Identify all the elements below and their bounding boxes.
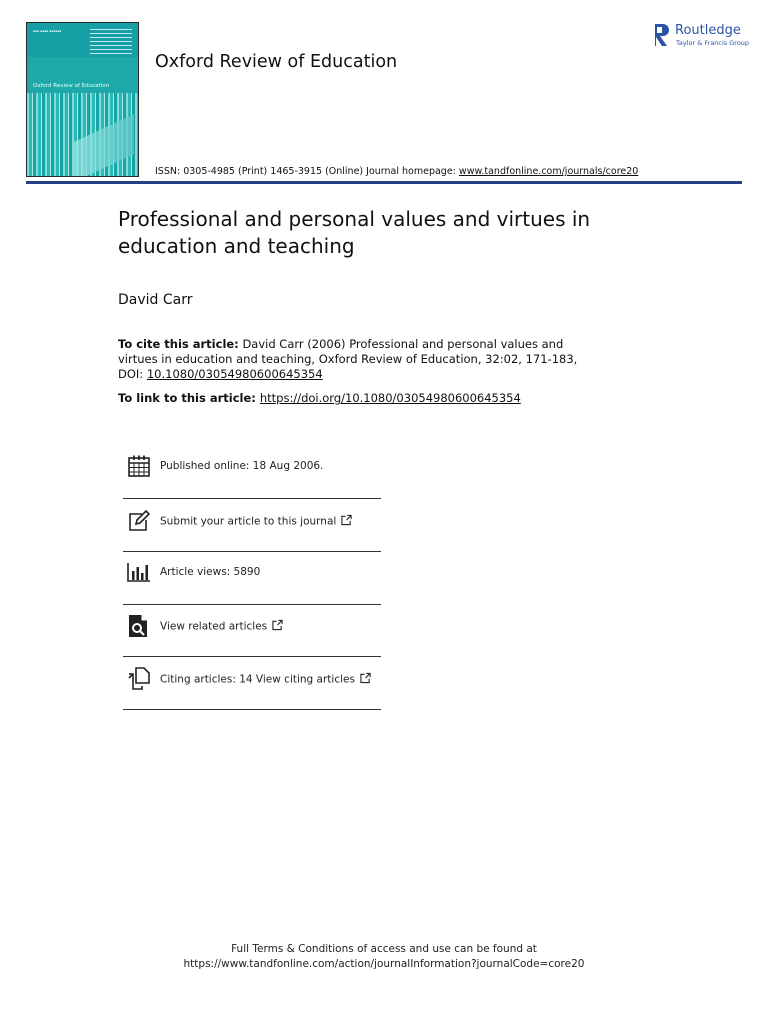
related-row[interactable] — [123, 601, 381, 651]
publisher-subtitle: Taylor & Francis Group — [676, 39, 750, 47]
external-link-icon — [272, 620, 283, 631]
article-author: David Carr — [118, 292, 193, 308]
bar-chart-icon — [127, 560, 151, 584]
citing-articles-link[interactable] — [160, 673, 371, 686]
cover-lines — [90, 29, 132, 57]
external-link-icon — [360, 673, 371, 684]
cite-doi-link[interactable]: 10.1080/03054980600645354 — [146, 367, 323, 381]
views-row — [123, 547, 381, 597]
cover-title: Oxford Review of Education — [33, 83, 110, 89]
footer-line1: Full Terms & Conditions of access and use can be found at — [231, 943, 537, 955]
cite-text: David Carr (2006) Professional and personal values and virtues in education and teaching, Oxford Review of Education, 32:02, 171-183, DOI: — [118, 337, 578, 381]
submit-article-link[interactable] — [160, 515, 352, 528]
external-link-icon — [341, 515, 352, 526]
publisher-name: Routledge — [675, 23, 741, 38]
journal-title: Oxford Review of Education — [155, 52, 398, 72]
published-row — [123, 441, 381, 491]
search-document-icon — [127, 614, 151, 638]
copy-documents-icon — [127, 667, 151, 691]
article-views: Article views: 5890 — [160, 566, 261, 578]
link-label: To link to this article: — [118, 391, 260, 405]
related-articles-link[interactable] — [160, 620, 283, 633]
publisher-logo — [653, 20, 748, 50]
journal-homepage-link[interactable]: www.tandfonline.com/journals/core20 — [458, 166, 639, 177]
issn-text: ISSN: 0305-4985 (Print) 1465-3915 (Online) Journal homepage: — [155, 166, 459, 177]
published-date: Published online: 18 Aug 2006. — [160, 460, 324, 472]
article-title: Professional and personal values and virtues in education and teaching — [118, 207, 591, 258]
issn-line — [155, 166, 638, 177]
submit-row[interactable] — [123, 496, 381, 546]
footer-terms-link[interactable]: https://www.tandfonline.com/action/journalInformation?journalCode=core20 — [183, 958, 585, 970]
calendar-icon — [127, 454, 151, 478]
related-label: View related articles — [160, 620, 268, 633]
citing-row[interactable] — [123, 654, 381, 704]
header-rule — [26, 181, 742, 184]
citing-label: Citing articles: 14 View citing articles — [160, 673, 355, 686]
edit-icon — [127, 509, 151, 533]
cover-meta: ▪▪▪ ▪▪▪▪ ▪▪▪▪▪▪ — [33, 29, 62, 33]
routledge-r-icon — [653, 22, 671, 48]
journal-cover-image — [26, 22, 139, 177]
submit-label: Submit your article to this journal — [160, 515, 337, 528]
cite-label: To cite this article: — [118, 337, 239, 351]
divider — [123, 709, 381, 710]
terms-footer — [0, 942, 768, 972]
citation-block — [118, 337, 588, 382]
article-doi-link[interactable]: https://doi.org/10.1080/03054980600645354 — [259, 391, 521, 405]
article-link-line — [118, 391, 521, 406]
